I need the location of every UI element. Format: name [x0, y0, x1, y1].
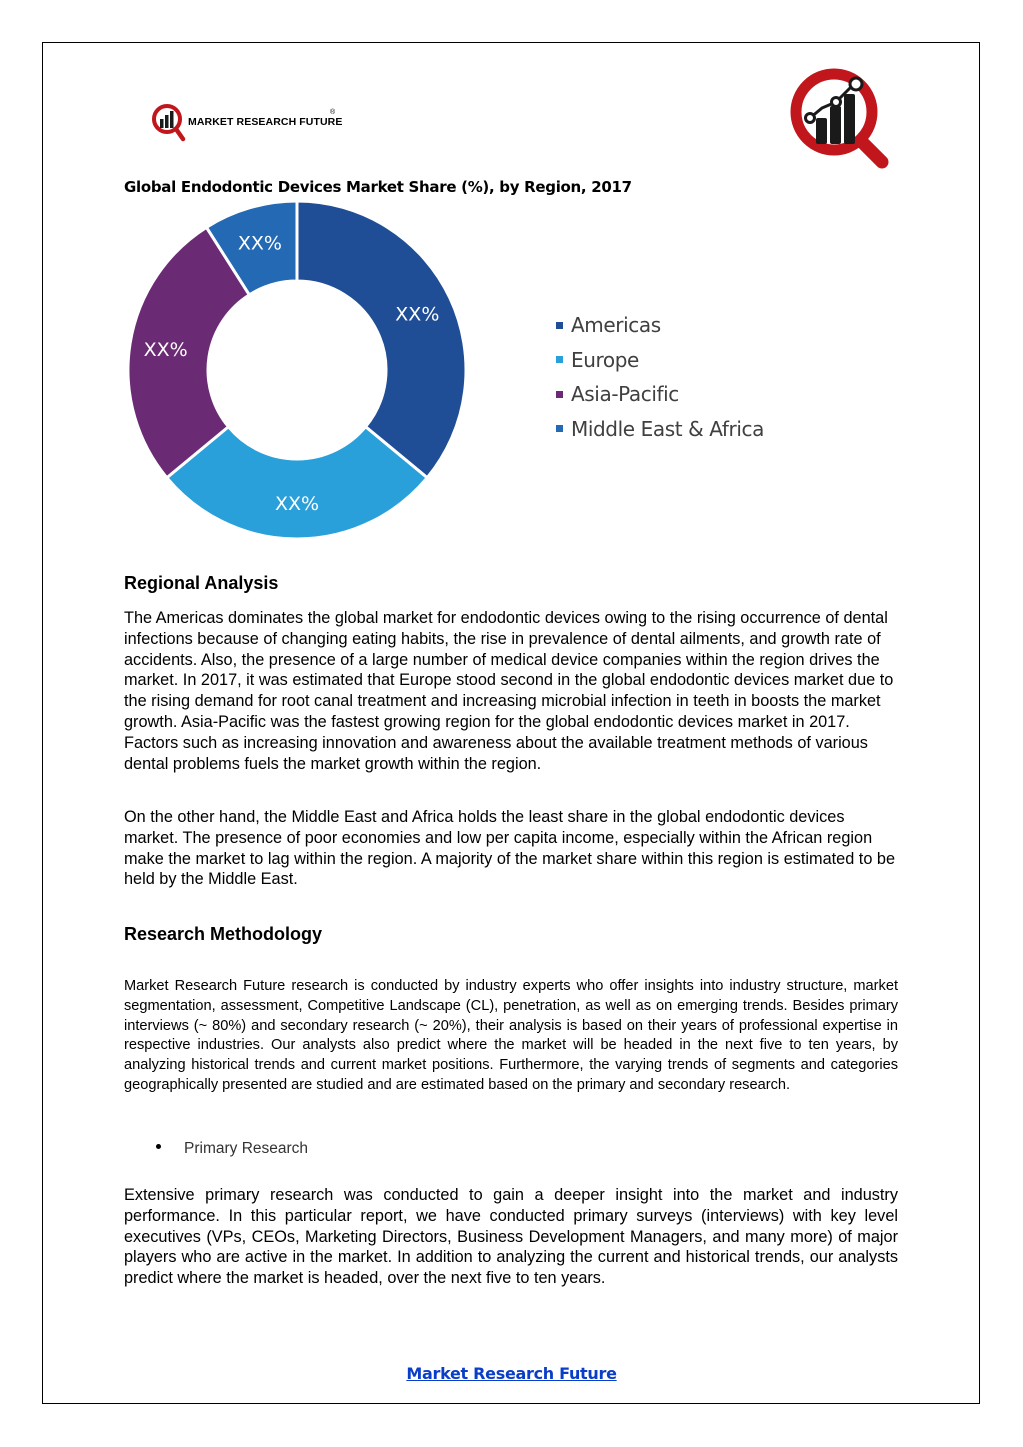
chart-legend [556, 308, 764, 446]
donut-data-label: XX% [274, 493, 320, 515]
legend-swatch [556, 425, 563, 432]
legend-swatch [556, 356, 563, 363]
bar-chart-magnifier-icon [152, 102, 186, 142]
chart-title: Global Endodontic Devices Market Share (%), by Region, 2017 [124, 178, 632, 196]
registered-mark: ® [330, 109, 336, 116]
legend-item [556, 308, 764, 343]
footer [0, 1364, 1023, 1384]
legend-swatch [556, 322, 563, 329]
methodology-paragraph: Market Research Future research is conducted by industry experts who offer insights into industry structure, market segmentation, assessment, Competitive Landscape (CL), penetration, as well as on emerging trends. Besides primary interviews (~ 80%) and secondary research (~ 20%), their analysis is based on their years of professional expertise in respective industries. Our analysts also predict where the market will be headed in the next five to ten years, by analyzing historical trends and current market positions. Furthermore, the varying trends of segments and categories geographically presented are studied and are estimated based on the primary and secondary research. [124, 978, 898, 1093]
regional-analysis-heading: Regional Analysis [124, 573, 279, 593]
legend-item [556, 377, 764, 412]
bar-chart-magnifier-logo-icon [786, 66, 890, 170]
donut-slice-americas [297, 201, 466, 478]
legend-item [556, 343, 764, 378]
primary-research-paragraph: Extensive primary research was conducted to gain a deeper insight into the market and industry performance. In this particular report, we have conducted primary surveys (interviews) with key level executives (VPs, CEOs, Marketing Directors, Business Development Managers, and many more) of major players who are active in the market. In addition to analyzing the current and historical trends, our analysts predict where the market is headed, over the next five to ten years. [124, 1186, 898, 1288]
donut-data-label: XX% [395, 303, 440, 326]
legend-label: Americas [571, 313, 661, 338]
brand-logo [152, 100, 343, 144]
research-methodology-heading: Research Methodology [124, 924, 323, 944]
regional-paragraph-1: The Americas dominates the global market for endodontic devices owing to the rising occurrence of dental infections because of changing eating habits, the rise in prevalence of dental ailments, and growth rate of accidents. Also, the presence of a large number of medical device companies within the region drives the market. In 2017, it was estimated that Europe stood second in the global endodontic devices market due to the rising demand for root canal treatment and increasing microbial infection in teeth in boosts the market growth. Asia-Pacific was the fastest growing region for the global endodontic devices market in 2017. Factors such as increasing innovation and awareness about the available treatment methods of various dental problems fuels the market growth within the region. [124, 609, 894, 773]
legend-label: Asia-Pacific [571, 382, 679, 407]
footer-link[interactable]: Market Research Future [406, 1364, 617, 1383]
donut-chart [120, 198, 480, 548]
legend-swatch [556, 391, 563, 398]
donut-data-label: XX% [143, 339, 188, 362]
legend-item [556, 412, 764, 447]
regional-paragraph-2: On the other hand, the Middle East and Africa holds the least share in the global endodontic devices market. The presence of poor economies and low per capita income, especially within the African region make the market to lag within the region. A majority of the market share within this region is estimated to be held by the Middle East. [124, 808, 896, 889]
bullet-primary-research [156, 1140, 308, 1158]
bullet-dot-icon [156, 1144, 161, 1149]
bullet-label: Primary Research [184, 1140, 309, 1157]
donut-data-label: XX% [237, 232, 282, 255]
legend-label: Middle East & Africa [571, 416, 764, 441]
brand-name: MARKET RESEARCH FUTURE [188, 116, 343, 128]
legend-label: Europe [571, 347, 639, 372]
